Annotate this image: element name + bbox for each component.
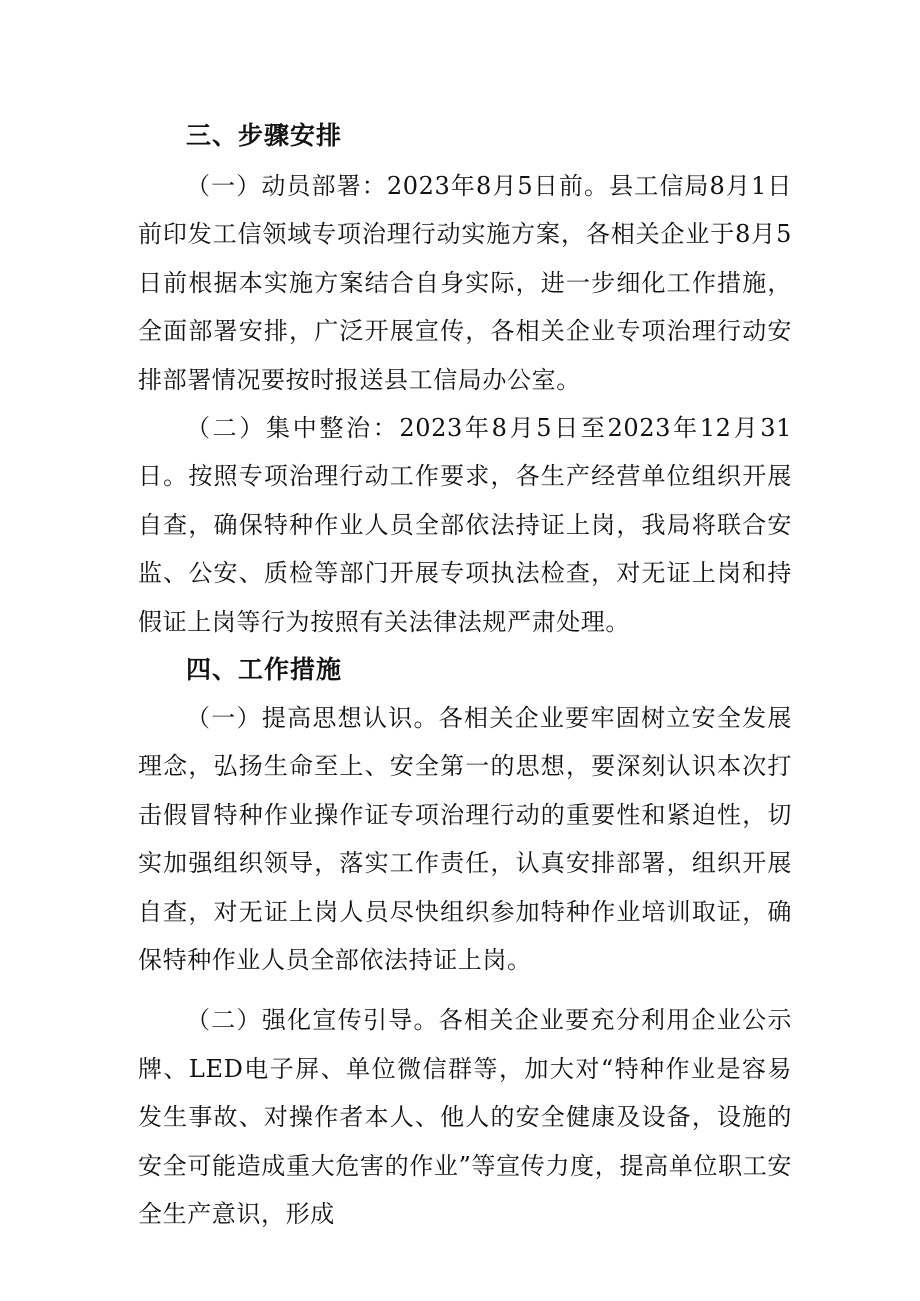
- paragraph-mobilization: （一）动员部署：2023年8月5日前。县工信局8月1日前印发工信领域专项治理行动实施方案，各相关企业于8月5日前根据本实施方案结合自身实际，进一步细化工作措施，全面部署安排，广泛开展宣传，各相关企业专项治理行动安排部署情况要按时报送县工信局办公室。: [138, 172, 792, 394]
- paragraph-rectification: （二）集中整治：2023年8月5日至2023年12月31日。按照专项治理行动工作要求，各生产经营单位组织开展自查，确保特种作业人员全部依法持证上岗，我局将联合安监、公安、质检等部门开展专项执法检查，对无证上岗和持假证上岗等行为按照有关法律法规严肃处理。: [138, 414, 792, 636]
- paragraph-awareness: （一）提高思想认识。各相关企业要牢固树立安全发展理念，弘扬生命至上、安全第一的思想，要深刻认识本次打击假冒特种作业操作证专项治理行动的重要性和紧迫性，切实加强组织领导，落实工作责任，认真安排部署，组织开展自查，对无证上岗人员尽快组织参加特种作业培训取证，确保特种作业人员全部依法持证上岗。: [138, 704, 792, 975]
- section-body-steps: [138, 162, 792, 646]
- paragraph-publicity: （二）强化宣传引导。各相关企业要充分利用企业公示牌、LED电子屏、单位微信群等，加大对“特种作业是容易发生事故、对操作者本人、他人的安全健康及设备，设施的安全可能造成重大危害的作业”等宣传力度，提高单位职工安全生产意识，形成: [138, 1006, 792, 1229]
- section-heading-steps: 三、步骤安排: [186, 121, 343, 150]
- section-heading-measures: 四、工作措施: [186, 655, 343, 684]
- section-body-measures: [138, 694, 792, 1238]
